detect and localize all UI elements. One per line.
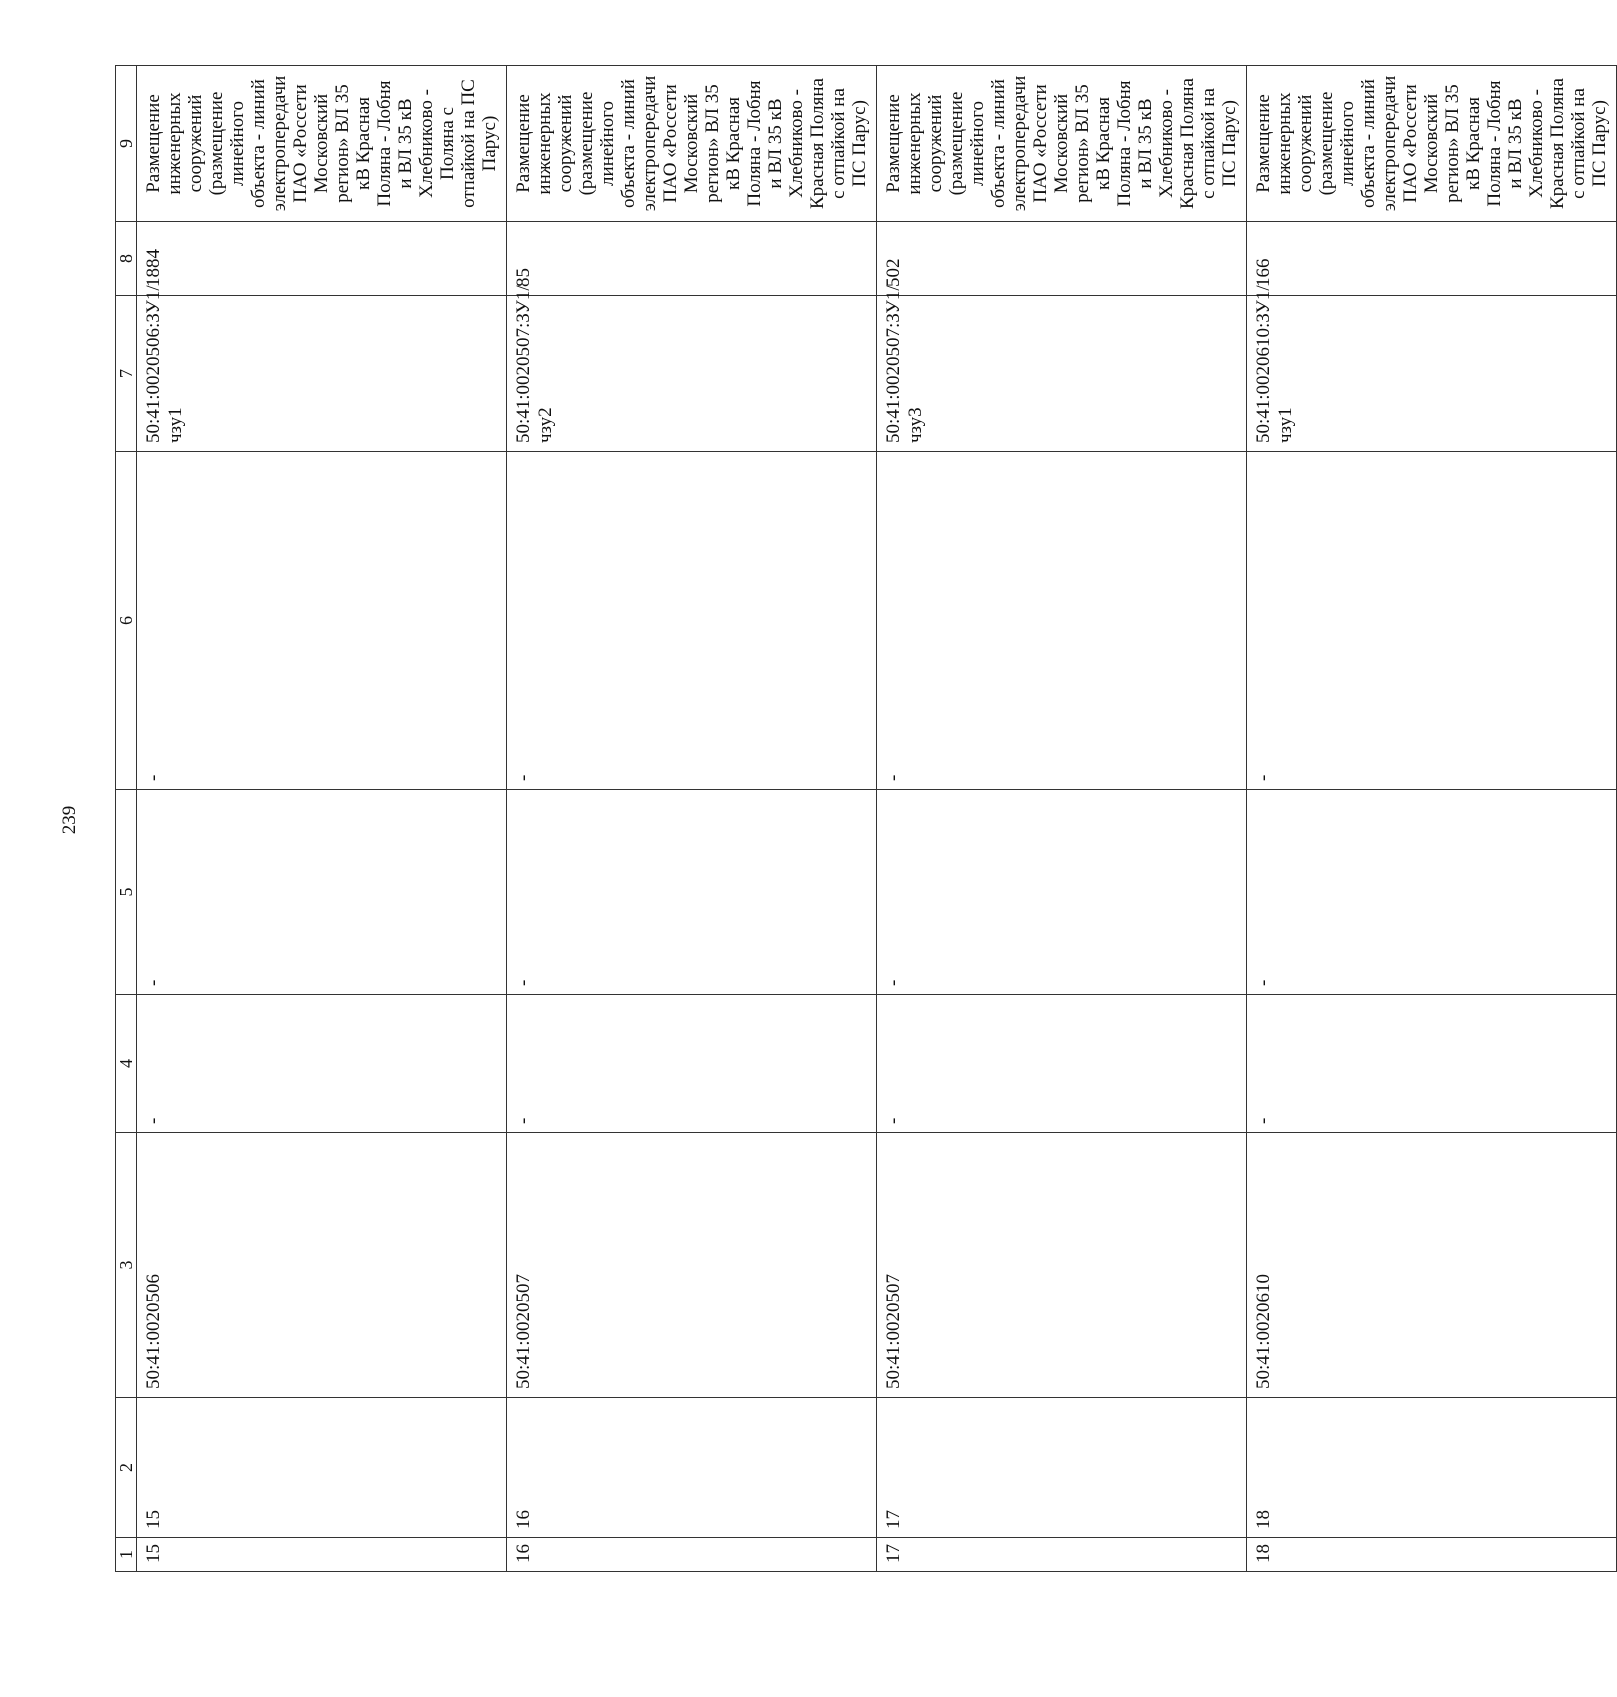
- column-header: 7: [116, 296, 137, 452]
- purpose-cell: Размещение инженерных сооружений (размещение линейного объекта - линий электропередачи ПАО «Россети Московский регион» ВЛ 35 кВ Красная Поляна - Лобня и ВЛ 35 кВ Хлебниково - Красная Поляна с отпайкой на ПС Парус): [507, 66, 877, 222]
- cadastral-quarter-cell: 50:41:0020507: [507, 1133, 877, 1398]
- sequence-number-cell: 15: [137, 1398, 507, 1538]
- table-row: [877, 66, 1247, 1572]
- plot-part-number-cell: 50:41:0020610:ЗУ1/чзу1: [1247, 296, 1617, 452]
- empty-value-cell: -: [1247, 790, 1617, 995]
- column-header: 9: [116, 66, 137, 222]
- column-number-row: [116, 66, 137, 1572]
- row-index-cell: 18: [1247, 1538, 1617, 1572]
- column-header: 8: [116, 222, 137, 296]
- land-plots-table: [115, 65, 1617, 1572]
- empty-value-cell: -: [877, 790, 1247, 995]
- purpose-cell: Размещение инженерных сооружений (размещение линейного объекта - линий электропередачи ПАО «Россети Московский регион» ВЛ 35 кВ Красная Поляна - Лобня и ВЛ 35 кВ Хлебниково - Красная Поляна с отпайкой на ПС Парус): [1247, 66, 1617, 222]
- empty-value-cell: -: [137, 995, 507, 1133]
- cadastral-quarter-cell: 50:41:0020506: [137, 1133, 507, 1398]
- column-header: 6: [116, 452, 137, 790]
- page-number: 239: [59, 805, 80, 835]
- sequence-number-cell: 17: [877, 1398, 1247, 1538]
- area-cell: 166: [1247, 222, 1617, 296]
- table-row: [507, 66, 877, 1572]
- plot-part-number-cell: 50:41:0020507:ЗУ1/чзу2: [507, 296, 877, 452]
- rotated-table-wrapper: [115, 66, 1610, 1572]
- empty-value-cell: -: [877, 452, 1247, 790]
- plot-part-number-cell: 50:41:0020507:ЗУ1/чзу3: [877, 296, 1247, 452]
- empty-value-cell: -: [137, 452, 507, 790]
- sequence-number-cell: 18: [1247, 1398, 1617, 1538]
- purpose-cell: Размещение инженерных сооружений (размещение линейного объекта - линий электропередачи ПАО «Россети Московский регион» ВЛ 35 кВ Красная Поляна - Лобня и ВЛ 35 кВ Хлебниково - Поляна с отпайкой на ПС Парус): [137, 66, 507, 222]
- empty-value-cell: -: [1247, 452, 1617, 790]
- empty-value-cell: -: [1247, 995, 1617, 1133]
- table-row: [137, 66, 507, 1572]
- area-cell: 502: [877, 222, 1247, 296]
- area-cell: 1884: [137, 222, 507, 296]
- cadastral-quarter-cell: 50:41:0020507: [877, 1133, 1247, 1398]
- column-header: 5: [116, 790, 137, 995]
- cadastral-quarter-cell: 50:41:0020610: [1247, 1133, 1617, 1398]
- empty-value-cell: -: [877, 995, 1247, 1133]
- empty-value-cell: -: [507, 790, 877, 995]
- plot-part-number-cell: 50:41:0020506:ЗУ1/чзу1: [137, 296, 507, 452]
- row-index-cell: 17: [877, 1538, 1247, 1572]
- table-row: [1247, 66, 1617, 1572]
- row-index-cell: 15: [137, 1538, 507, 1572]
- sequence-number-cell: 16: [507, 1398, 877, 1538]
- column-header: 3: [116, 1133, 137, 1398]
- area-cell: 85: [507, 222, 877, 296]
- empty-value-cell: -: [507, 452, 877, 790]
- column-header: 4: [116, 995, 137, 1133]
- empty-value-cell: -: [137, 790, 507, 995]
- column-header: 1: [116, 1538, 137, 1572]
- purpose-cell: Размещение инженерных сооружений (размещение линейного объекта - линий электропередачи ПАО «Россети Московский регион» ВЛ 35 кВ Красная Поляна - Лобня и ВЛ 35 кВ Хлебниково - Красная Поляна с отпайкой на ПС Парус): [877, 66, 1247, 222]
- row-index-cell: 16: [507, 1538, 877, 1572]
- empty-value-cell: -: [507, 995, 877, 1133]
- column-header: 2: [116, 1398, 137, 1538]
